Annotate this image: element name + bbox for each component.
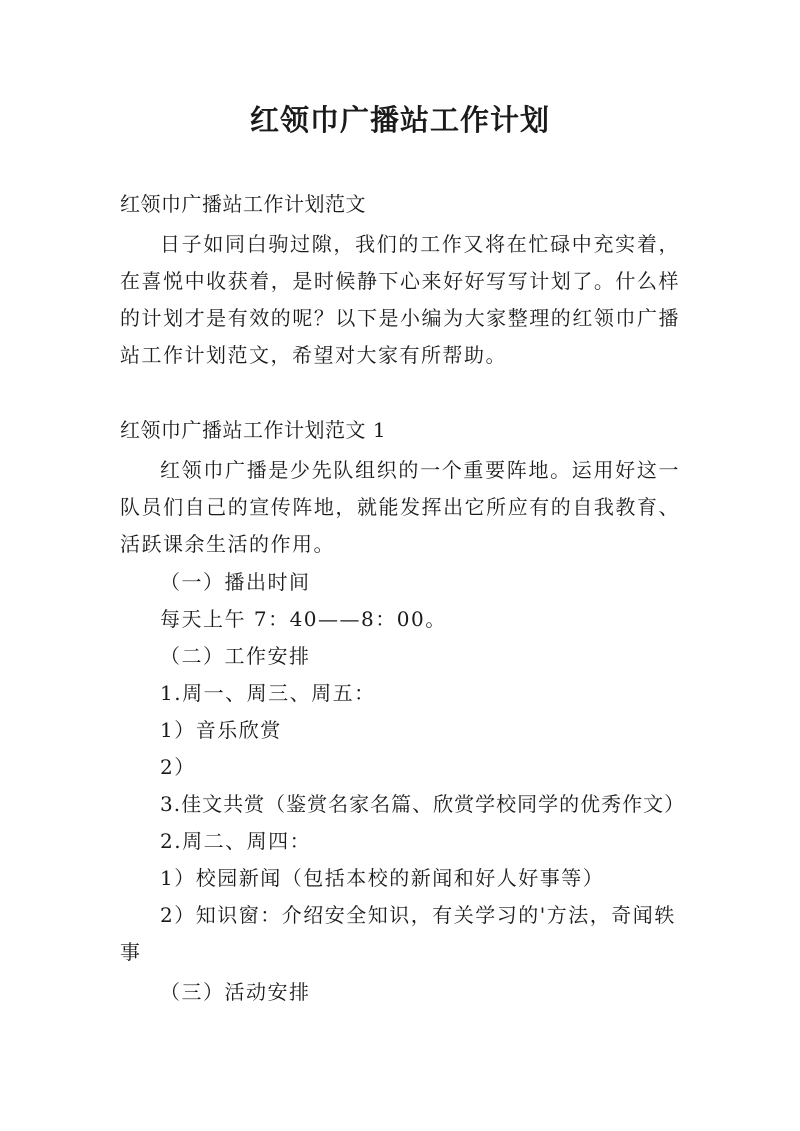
section1-paragraph: 红领巾广播是少先队组织的一个重要阵地。运用好这一队员们自己的宣传阵地，就能发挥出它所应有的自我教育、活跃课余生活的作用。 [120, 458, 680, 556]
document-title: 红领巾广播站工作计划 [249, 103, 550, 137]
section1-heading: 红领巾广播站工作计划范文 1 [120, 418, 387, 442]
list-item: 2）知识窗：介绍安全知识，有关学习的'方法，奇闻轶 [160, 903, 676, 927]
list-item: 3.佳文共赏（鉴赏名家名篇、欣赏学校同学的优秀作文） [160, 792, 686, 816]
subheading-broadcast-time: （一）播出时间 [160, 570, 311, 594]
broadcast-time-text: 每天上午 7：40——8：00。 [160, 607, 447, 631]
subheading-activity-arrangement: （三）活动安排 [160, 980, 311, 1004]
list-item: 2） [160, 755, 196, 779]
list-item: 1.周一、周三、周五： [160, 681, 376, 705]
list-item: 2.周二、周四： [160, 829, 312, 853]
list-item: 1）校园新闻（包括本校的新闻和好人好事等） [160, 866, 605, 890]
subheading-work-arrangement: （二）工作安排 [160, 644, 311, 668]
list-item: 1）音乐欣赏 [160, 718, 282, 742]
list-item-continuation: 事 [120, 940, 142, 964]
intro-paragraph: 日子如同白驹过隙，我们的工作又将在忙碌中充实着，在喜悦中收获着，是时候静下心来好好写写计划了。什么样的计划才是有效的呢？以下是小编为大家整理的红领巾广播站工作计划范文，希望对大家有所帮助。 [120, 232, 680, 367]
intro-heading: 红领巾广播站工作计划范文 [120, 192, 366, 216]
